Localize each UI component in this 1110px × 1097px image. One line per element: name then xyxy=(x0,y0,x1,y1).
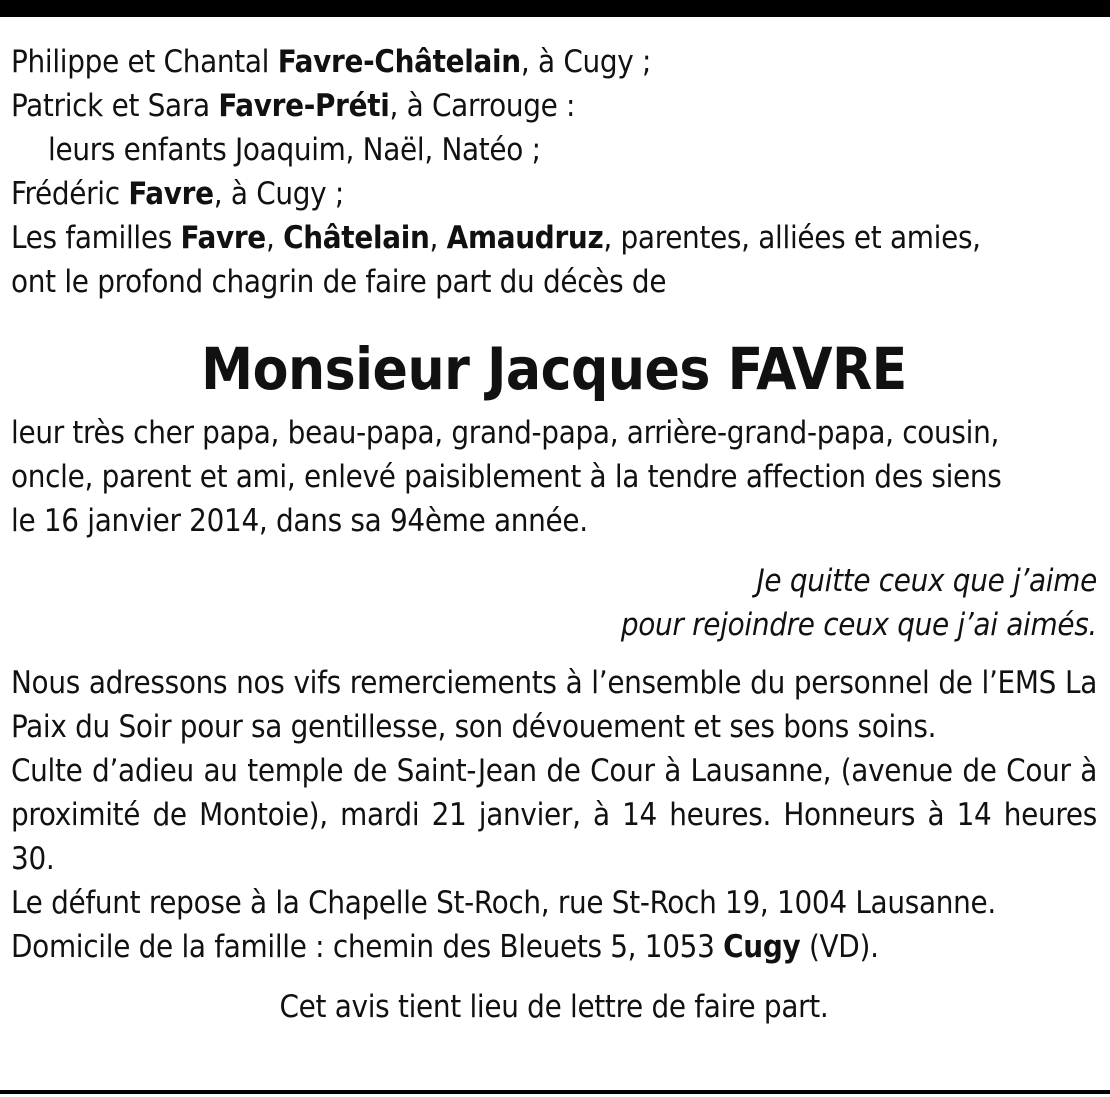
description-line: le 16 janvier 2014, dans sa 94ème année. xyxy=(11,503,588,539)
relatives-text: , parentes, alliées et amies, xyxy=(603,220,981,256)
domicile-paragraph xyxy=(11,925,1097,969)
thanks-paragraph: Nous adressons nos vifs remerciements à l’ensemble du personnel de l’EMS La Paix du Soir pour sa gentillesse, son dévouement et ses bons soins. xyxy=(11,665,1097,745)
top-rule xyxy=(0,0,1110,17)
family-names: Patrick et Sara xyxy=(11,88,219,124)
family-line-5 xyxy=(11,216,1097,260)
domicile-town: Cugy xyxy=(723,929,801,965)
description xyxy=(11,411,1097,543)
bottom-rule xyxy=(0,1090,1110,1094)
family-line-2 xyxy=(11,84,1097,128)
quote xyxy=(11,559,1097,647)
family-location: , à Cugy ; xyxy=(213,176,345,212)
family-surname: Amaudruz xyxy=(446,220,604,256)
families-label: Les familles xyxy=(11,220,181,256)
family-line-6 xyxy=(11,260,1097,304)
quote-line: Je quitte ceux que j’aime xyxy=(756,563,1097,599)
family-location: , à Carrouge : xyxy=(389,88,576,124)
domicile-canton: (VD). xyxy=(800,929,879,965)
rest-paragraph: Le défunt repose à la Chapelle St-Roch, rue St-Roch 19, 1004 Lausanne. xyxy=(11,885,996,921)
domicile-address: Domicile de la famille : chemin des Bleuets 5, 1053 xyxy=(11,929,724,965)
family-surname: Châtelain xyxy=(283,220,430,256)
family-surname: Favre-Préti xyxy=(218,88,390,124)
family-surname: Favre xyxy=(128,176,214,212)
description-line: leur très cher papa, beau-papa, grand-papa, arrière-grand-papa, cousin, xyxy=(11,415,1000,451)
obituary-notice xyxy=(11,40,1097,1029)
family-surname: Favre xyxy=(180,220,266,256)
family-line-4 xyxy=(11,172,1097,216)
family-names: Philippe et Chantal xyxy=(11,44,278,80)
family-location: , à Cugy ; xyxy=(520,44,652,80)
family-surname: Favre-Châtelain xyxy=(277,44,521,80)
service-paragraph: Culte d’adieu au temple de Saint-Jean de Cour à Lausanne, (avenue de Cour à proximité de Montoie), mardi 21 janvier, à 14 heures. Honneurs à 14 heures 30. xyxy=(11,753,1097,877)
family-names: Frédéric xyxy=(11,176,129,212)
family-line-1 xyxy=(11,40,1097,84)
separator: , xyxy=(429,220,447,256)
family-line-3 xyxy=(11,128,1097,172)
spacer xyxy=(11,647,1097,661)
closing-note: Cet avis tient lieu de lettre de faire part. xyxy=(279,989,829,1025)
separator: , xyxy=(265,220,284,256)
announcement-text: ont le profond chagrin de faire part du décès de xyxy=(11,264,667,300)
description-line: oncle, parent et ami, enlevé paisiblement à la tendre affection des siens xyxy=(11,459,1002,495)
grandchildren-names: leurs enfants Joaquim, Naël, Natéo ; xyxy=(48,132,541,168)
quote-line: pour rejoindre ceux que j’ai aimés. xyxy=(620,607,1097,643)
deceased-name: Monsieur Jacques FAVRE xyxy=(201,335,907,403)
